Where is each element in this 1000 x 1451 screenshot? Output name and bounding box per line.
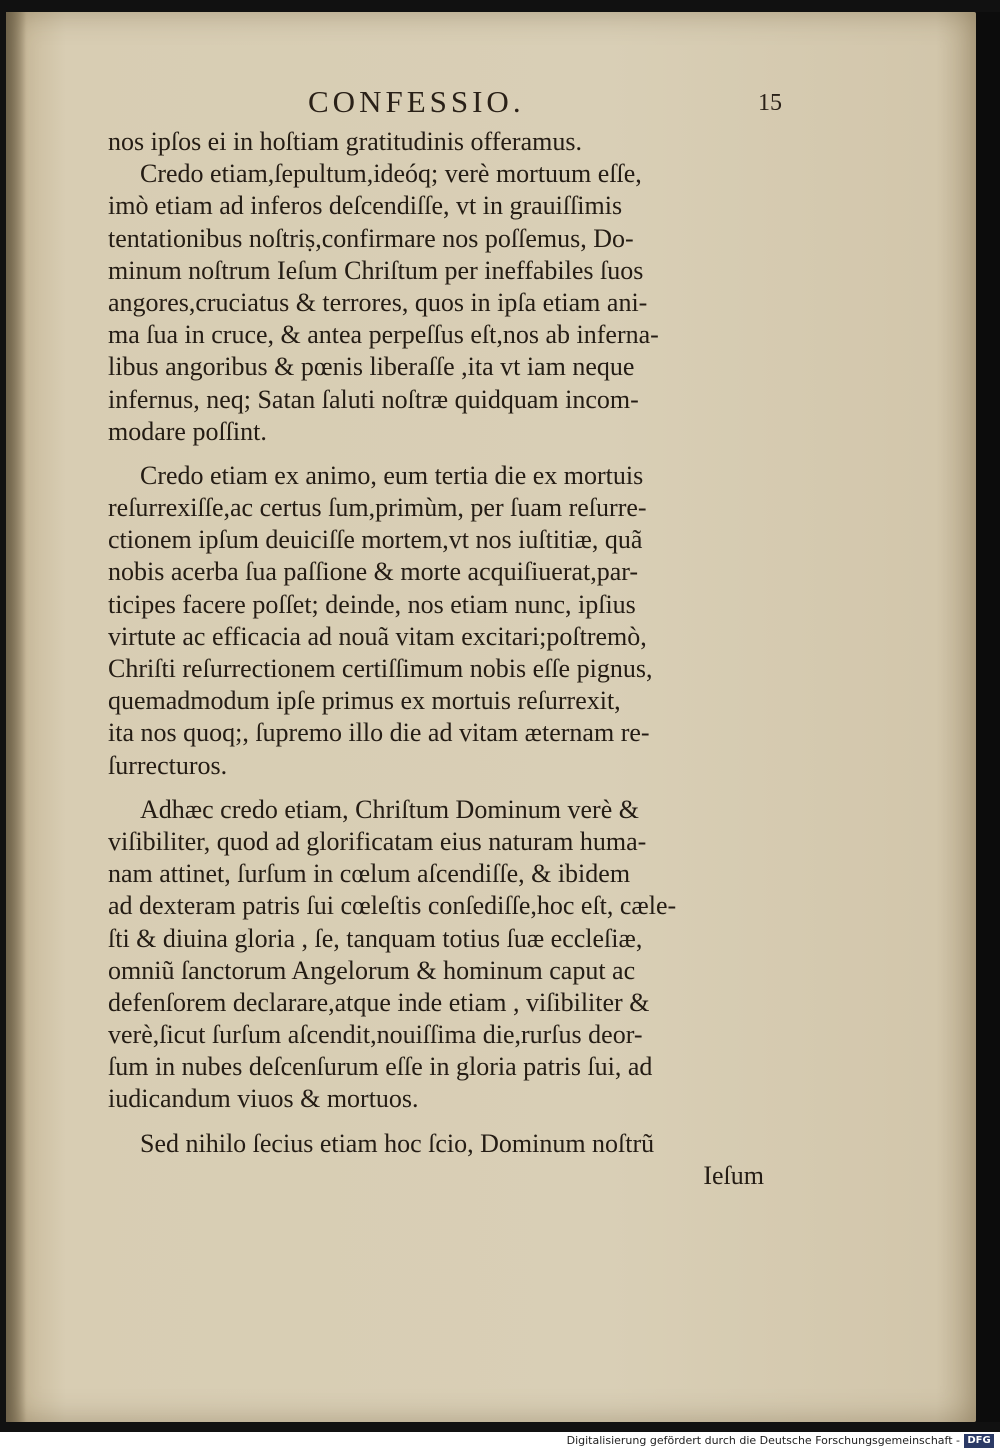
- text-line: ad dexteram patris ſui cœleſtis conſediſſe,hoc eſt, cæle-: [108, 891, 677, 921]
- text-line: tentationibus noſtriṣ,confirmare nos poſſemus, Do-: [108, 223, 634, 253]
- text-line: nam attinet, ſurſum in cœlum aſcendiſſe, & ibidem: [108, 859, 631, 889]
- dfg-logo-icon: DFG: [964, 1434, 994, 1448]
- text-line: imò etiam ad inferos deſcendiſſe, vt in grauiſſimis: [108, 191, 623, 221]
- text-line: ſum in nubes deſcenſurum eſſe in gloria patris ſui, ad: [108, 1052, 653, 1082]
- text-line: modare poſſint.: [108, 416, 267, 446]
- text-line: nos ipſos ei in hoſtiam gratitudinis offeramus.: [108, 127, 582, 156]
- text-line: virtute ac efficacia ad nouã vitam excitari;poſtremò,: [108, 621, 647, 651]
- text-line: libus angoribus & pœnis liberaſſe ,ita vt iam neque: [108, 352, 635, 382]
- page-header: [110, 82, 782, 122]
- text-line: infernus, neq; Satan ſaluti noſtræ quidquam incom-: [108, 384, 639, 414]
- text-line: angores,cruciatus & terrores, quos in ipſa etiam ani-: [108, 287, 648, 317]
- text-line: iudicandum viuos & mortuos.: [108, 1084, 419, 1114]
- text-line: ma ſua in cruce, & antea perpeſſus eſt,nos ab inferna-: [108, 320, 659, 350]
- text-line: Chriſti reſurrectionem certiſſimum nobis eſſe pignus,: [108, 654, 653, 683]
- text-line: omniũ ſanctorum Angelorum & hominum caput ac: [108, 955, 636, 985]
- text-line: ticipes facere poſſet; deinde, nos etiam nunc, ipſius: [108, 589, 636, 619]
- text-line: Credo etiam ex animo, eum tertia die ex mortuis: [140, 460, 644, 490]
- paragraph-gap: [108, 1116, 764, 1128]
- text-line: verè,ſicut ſurſum aſcendit,nouiſſima die,rurſus deor-: [108, 1020, 643, 1050]
- paragraph-gap: [108, 782, 764, 794]
- text-line: ctionem ipſum deuiciſſe mortem,vt nos iuſtitiæ, quã: [108, 525, 643, 555]
- text-line: quemadmodum ipſe primus ex mortuis reſurrexit,: [108, 686, 621, 716]
- text-line: reſurrexiſſe,ac certus ſum,primùm, per ſuam reſurre-: [108, 493, 647, 523]
- text-line: ita nos quoq;, ſupremo illo die ad vitam æternam re-: [108, 718, 650, 748]
- text-line: ſurrecturos.: [108, 750, 228, 780]
- body-text: [108, 126, 764, 1192]
- text-line: nobis acerba ſua paſſione & morte acquiſiuerat,par-: [108, 557, 639, 587]
- text-line: Sed nihilo ſecius etiam hoc ſcio, Dominum noſtrũ: [140, 1128, 655, 1158]
- text-line: Adhæc credo etiam, Chriſtum Dominum verè &: [140, 794, 639, 824]
- text-line: defenſorem declarare,atque inde etiam , viſibiliter &: [108, 987, 650, 1017]
- page-right-edge: [976, 12, 1000, 1422]
- text-line: viſibiliter, quod ad glorificatam eius naturam huma-: [108, 826, 647, 856]
- digitization-footer: [0, 1432, 1000, 1451]
- catchword: Ieſum: [703, 1160, 764, 1190]
- running-head: CONFESSIO.: [308, 84, 525, 119]
- page-gutter-shadow: [6, 12, 26, 1422]
- footer-credit: Digitalisierung gefördert durch die Deutsche Forschungsgemeinschaft -: [566, 1434, 960, 1447]
- text-line: ſti & diuina gloria , ſe, tanquam totius ſuæ eccleſiæ,: [108, 923, 643, 953]
- text-line: minum noſtrum Ieſum Chriſtum per ineffabiles ſuos: [108, 255, 644, 285]
- text-line: Credo etiam,ſepultum,ideóq; verè mortuum eſſe,: [140, 159, 642, 189]
- page-number: 15: [758, 90, 782, 116]
- paragraph-gap: [108, 448, 764, 460]
